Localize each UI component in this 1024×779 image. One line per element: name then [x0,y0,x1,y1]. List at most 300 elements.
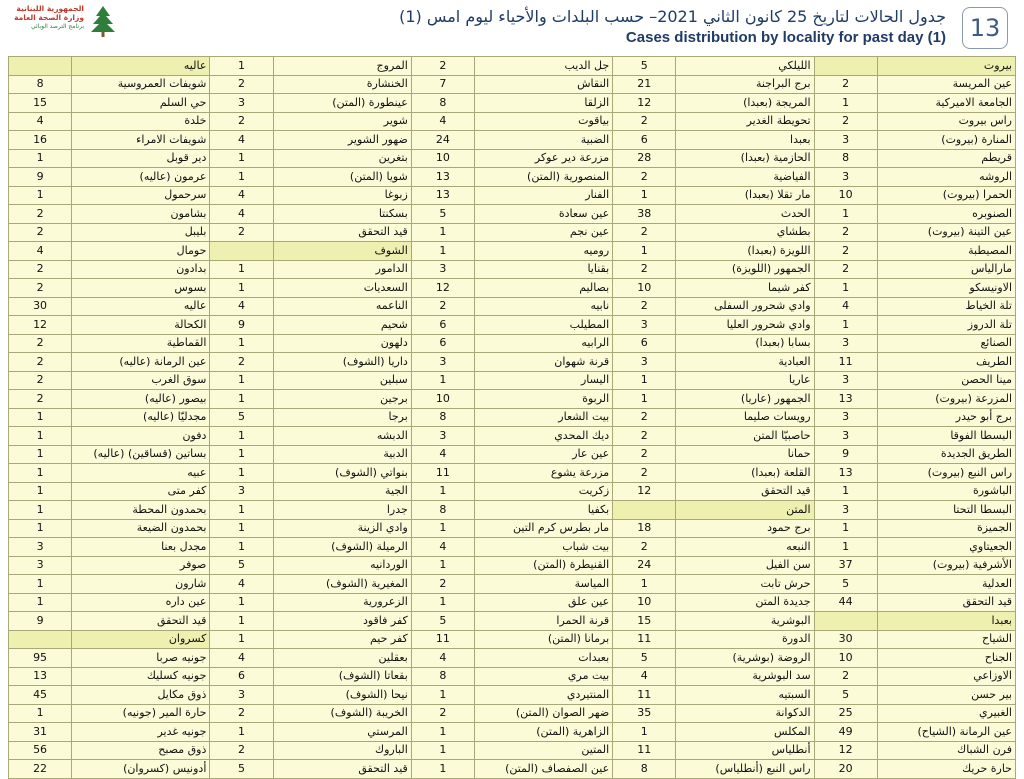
case-count-cell: 1 [411,593,474,612]
locality-name-cell: ديك المحدي [474,427,612,446]
locality-name-cell: الغبيري [877,704,1015,723]
locality-name-cell: بعبدات [474,649,612,668]
case-count-cell: 3 [814,408,877,427]
case-count-cell: 10 [411,149,474,168]
region-header-cell: الشوف [273,242,411,261]
locality-name-cell: حي السلم [72,94,210,113]
case-count-cell: 11 [613,630,676,649]
case-count-cell: 12 [814,741,877,760]
locality-name-cell: شويا (المتن) [273,168,411,187]
locality-name-cell: الحدث [676,205,814,224]
case-count-cell: 3 [210,482,273,501]
locality-name-cell: الاوزاعي [877,667,1015,686]
case-count-cell: 1 [210,445,273,464]
case-count-cell: 1 [411,686,474,705]
table-row [9,427,1016,446]
case-count-cell: 1 [411,519,474,538]
locality-name-cell: بيت الشعار [474,408,612,427]
region-header-cell: عاليه [72,57,210,76]
case-count-cell: 5 [613,57,676,76]
locality-name-cell: بسابا (بعبدا) [676,334,814,353]
locality-name-cell: المريجة (بعبدا) [676,94,814,113]
locality-name-cell: ضهر الصوان (المتن) [474,704,612,723]
locality-name-cell: الوردانيه [273,556,411,575]
table-row [9,538,1016,557]
locality-name-cell: الزاهرية (المتن) [474,723,612,742]
locality-name-cell: اليسار [474,371,612,390]
locality-name-cell: برجين [273,390,411,409]
case-count-cell: 6 [411,316,474,335]
locality-name-cell: الحازمية (بعبدا) [676,149,814,168]
locality-name-cell: بطشاي [676,223,814,242]
locality-name-cell: الجمهور (اللويزة) [676,260,814,279]
locality-name-cell: بكفيا [474,501,612,520]
locality-name-cell: القماطية [72,334,210,353]
locality-name-cell: المغيرية (الشوف) [273,575,411,594]
table-row [9,57,1016,76]
locality-name-cell: وادي شحرور السفلى [676,297,814,316]
case-count-cell: 1 [814,94,877,113]
case-count-cell: 4 [411,445,474,464]
locality-name-cell: جديدة المتن [676,593,814,612]
case-count-cell: 1 [210,279,273,298]
case-count-cell: 12 [613,94,676,113]
locality-name-cell: قرنة شهوان [474,353,612,372]
locality-name-cell: القلعة (بعبدا) [676,464,814,483]
locality-name-cell: دلهون [273,334,411,353]
case-count-cell: 2 [613,112,676,131]
case-count-cell: 2 [411,297,474,316]
table-row [9,297,1016,316]
case-count-cell: 38 [613,205,676,224]
case-count-cell: 2 [9,353,72,372]
case-count-cell: 13 [411,168,474,187]
locality-name-cell: نابيه [474,297,612,316]
case-count-cell: 1 [9,445,72,464]
locality-name-cell: وادي الزينة [273,519,411,538]
case-count-cell: 1 [411,741,474,760]
locality-name-cell: الحمرا (بيروت) [877,186,1015,205]
locality-name-cell: المزرعة (بيروت) [877,390,1015,409]
case-count-cell: 44 [814,593,877,612]
locality-name-cell: عين الصفصاف (المتن) [474,760,612,779]
case-count-cell: 1 [210,593,273,612]
case-count-cell: 3 [814,427,877,446]
locality-name-cell: فرن الشباك [877,741,1015,760]
locality-name-cell: مجدل بعنا [72,538,210,557]
case-count-cell: 4 [210,205,273,224]
case-count-cell: 4 [411,112,474,131]
locality-name-cell: الصنائع [877,334,1015,353]
case-count-cell [210,242,273,261]
locality-name-cell: جل الديب [474,57,612,76]
locality-name-cell: الطريف [877,353,1015,372]
case-count-cell: 1 [613,575,676,594]
locality-name-cell: الدبية [273,445,411,464]
case-count-cell: 4 [411,538,474,557]
case-count-cell: 13 [9,667,72,686]
locality-name-cell: جدرا [273,501,411,520]
locality-name-cell: صوفر [72,556,210,575]
case-count-cell: 1 [9,501,72,520]
case-count-cell: 2 [411,57,474,76]
locality-name-cell: مجدليّا (عاليه) [72,408,210,427]
case-count-cell: 15 [613,612,676,631]
locality-name-cell: داريا (الشوف) [273,353,411,372]
case-count-cell: 1 [613,371,676,390]
locality-name-cell: الرابيه [474,334,612,353]
locality-name-cell: بسكنتا [273,205,411,224]
locality-name-cell: سوق الغرب [72,371,210,390]
case-count-cell [9,630,72,649]
locality-name-cell: جونيه كسليك [72,667,210,686]
case-count-cell: 1 [613,390,676,409]
table-row [9,186,1016,205]
case-count-cell: 1 [210,427,273,446]
case-count-cell: 2 [613,538,676,557]
locality-name-cell: المنتيردي [474,686,612,705]
locality-name-cell: البسطا الفوقا [877,427,1015,446]
case-count-cell: 10 [411,390,474,409]
case-count-cell: 2 [210,704,273,723]
locality-name-cell: الطريق الجديدة [877,445,1015,464]
logo-line-2: وزارة الصحة العامة [14,13,84,22]
locality-name-cell: برجا [273,408,411,427]
locality-name-cell: بيت شباب [474,538,612,557]
case-count-cell: 22 [9,760,72,779]
locality-name-cell: عين نجم [474,223,612,242]
locality-name-cell: سرحمول [72,186,210,205]
locality-name-cell: بحمدون الضيعة [72,519,210,538]
case-count-cell: 2 [210,741,273,760]
locality-name-cell: العدلية [877,575,1015,594]
case-count-cell: 21 [613,75,676,94]
table-row [9,260,1016,279]
locality-name-cell: شويفات الامراء [72,131,210,150]
locality-name-cell: بشامون [72,205,210,224]
locality-name-cell: عين الرمانة (الشياح) [877,723,1015,742]
case-count-cell: 24 [411,131,474,150]
case-count-cell: 11 [613,686,676,705]
locality-name-cell: النقاش [474,75,612,94]
case-count-cell: 2 [9,223,72,242]
case-count-cell: 11 [613,741,676,760]
case-count-cell: 1 [210,371,273,390]
locality-name-cell: زكريت [474,482,612,501]
locality-name-cell: البوشرية [676,612,814,631]
locality-name-cell: بقعاتا (الشوف) [273,667,411,686]
region-header-cell: بعبدا [877,612,1015,631]
locality-name-cell: راس النبع (أنطلياس) [676,760,814,779]
locality-name-cell: السعديات [273,279,411,298]
case-count-cell: 2 [613,427,676,446]
locality-name-cell: بساتين (قساقين) (عاليه) [72,445,210,464]
locality-name-cell: المطيلب [474,316,612,335]
locality-name-cell: ذوق مصبح [72,741,210,760]
table-row [9,686,1016,705]
locality-name-cell: بير حسن [877,686,1015,705]
case-count-cell: 3 [411,260,474,279]
locality-name-cell: راس النبع (بيروت) [877,464,1015,483]
locality-name-cell: المرستي [273,723,411,742]
case-count-cell: 2 [814,223,877,242]
locality-name-cell: الجعيتاوي [877,538,1015,557]
locality-name-cell: برج أبو حيدر [877,408,1015,427]
locality-name-cell: حمانا [676,445,814,464]
case-count-cell: 1 [210,334,273,353]
case-count-cell: 5 [411,205,474,224]
locality-name-cell: القنيطرة (المتن) [474,556,612,575]
case-count-cell: 1 [210,464,273,483]
case-count-cell: 2 [814,242,877,261]
case-count-cell: 35 [613,704,676,723]
locality-name-cell: عاريا [676,371,814,390]
locality-name-cell: الفياضية [676,168,814,187]
locality-name-cell: الصنوبره [877,205,1015,224]
case-count-cell: 4 [613,667,676,686]
title-arabic: جدول الحالات لتاريخ 25 كانون الثاني 2021– حسب البلدات والأحياء ليوم امس (1) [399,7,946,26]
locality-name-cell: خلدة [72,112,210,131]
case-count-cell: 1 [210,57,273,76]
case-count-cell: 13 [411,186,474,205]
case-count-cell: 3 [9,556,72,575]
table-row [9,501,1016,520]
locality-name-cell: شارون [72,575,210,594]
locality-name-cell: بحمدون المحطة [72,501,210,520]
case-count-cell: 20 [814,760,877,779]
case-count-cell: 3 [613,316,676,335]
cedar-icon [88,4,118,38]
locality-name-cell: عبيه [72,464,210,483]
case-count-cell: 1 [210,168,273,187]
locality-name-cell: الكحالة [72,316,210,335]
case-count-cell: 2 [210,223,273,242]
case-count-cell: 2 [613,168,676,187]
locality-name-cell: مزرعة يشوع [474,464,612,483]
locality-name-cell: جونيه صربا [72,649,210,668]
case-count-cell: 45 [9,686,72,705]
case-count-cell: 11 [814,353,877,372]
case-count-cell: 4 [210,297,273,316]
case-count-cell: 5 [210,408,273,427]
case-count-cell: 9 [9,612,72,631]
title-english: Cases distribution by locality for past day (1) [625,29,946,46]
locality-name-cell: النبعه [676,538,814,557]
case-count-cell: 3 [814,168,877,187]
case-count-cell: 6 [613,334,676,353]
region-header-cell: كسروان [72,630,210,649]
case-count-cell: 1 [613,186,676,205]
table-row [9,408,1016,427]
table-row [9,630,1016,649]
locality-name-cell: الشياح [877,630,1015,649]
locality-name-cell: قرنة الحمرا [474,612,612,631]
locality-name-cell: الدورة [676,630,814,649]
locality-name-cell: نيحا (الشوف) [273,686,411,705]
locality-name-cell: الزلقا [474,94,612,113]
case-count-cell: 31 [9,723,72,742]
case-count-cell: 5 [210,760,273,779]
case-count-cell: 1 [9,408,72,427]
logo-text [8,4,84,31]
locality-name-cell: قيد التحقق [273,760,411,779]
locality-name-cell: الجناح [877,649,1015,668]
table-row [9,242,1016,261]
table-row [9,593,1016,612]
case-count-cell: 11 [411,630,474,649]
locality-name-cell: تحويطة الغدير [676,112,814,131]
case-count-cell: 1 [411,723,474,742]
case-count-cell: 5 [613,649,676,668]
case-count-cell: 37 [814,556,877,575]
locality-name-cell: ضهور الشوير [273,131,411,150]
locality-name-cell: كفر شيما [676,279,814,298]
locality-name-cell: بدادون [72,260,210,279]
case-count-cell: 2 [613,223,676,242]
locality-name-cell: تلة الخياط [877,297,1015,316]
case-count-cell: 4 [9,112,72,131]
locality-name-cell: برمانا (المتن) [474,630,612,649]
case-count-cell: 1 [613,723,676,742]
locality-name-cell: السبتيه [676,686,814,705]
case-count-cell: 1 [411,760,474,779]
case-count-cell: 2 [411,575,474,594]
case-count-cell: 1 [9,149,72,168]
locality-name-cell: بياقوت [474,112,612,131]
table-row [9,667,1016,686]
locality-name-cell: الضبية [474,131,612,150]
logo-line-1: الجمهورية اللبنانية [16,4,84,13]
case-count-cell: 10 [814,649,877,668]
case-count-cell: 1 [411,482,474,501]
case-count-cell: 1 [814,482,877,501]
table-row [9,223,1016,242]
case-count-cell: 95 [9,649,72,668]
case-count-cell [814,57,877,76]
locality-name-cell: المنارة (بيروت) [877,131,1015,150]
locality-name-cell: عاليه [72,297,210,316]
case-count-cell: 4 [210,131,273,150]
case-count-cell: 2 [613,464,676,483]
table-row [9,519,1016,538]
table-row [9,612,1016,631]
case-count-cell: 2 [210,112,273,131]
locality-name-cell: قيد التحقق [72,612,210,631]
locality-name-cell: راس بيروت [877,112,1015,131]
locality-name-cell: برج حمود [676,519,814,538]
locality-name-cell: المروج [273,57,411,76]
table-row [9,556,1016,575]
case-count-cell: 4 [9,242,72,261]
case-count-cell: 8 [411,408,474,427]
table-row [9,131,1016,150]
locality-name-cell: مار تقلا (بعبدا) [676,186,814,205]
locality-name-cell: سن الفيل [676,556,814,575]
case-count-cell: 2 [9,371,72,390]
case-count-cell: 1 [814,205,877,224]
case-count-cell: 8 [613,760,676,779]
case-count-cell: 3 [210,686,273,705]
case-count-cell: 2 [9,334,72,353]
locality-name-cell: الربوة [474,390,612,409]
case-count-cell: 6 [613,131,676,150]
case-count-cell: 1 [9,704,72,723]
case-count-cell: 11 [411,464,474,483]
case-count-cell: 1 [210,538,273,557]
case-count-cell: 2 [9,390,72,409]
case-count-cell: 13 [814,390,877,409]
case-count-cell: 28 [613,149,676,168]
locality-name-cell: مينا الحصن [877,371,1015,390]
case-count-cell: 10 [613,279,676,298]
case-count-cell: 3 [814,131,877,150]
table-row [9,353,1016,372]
case-count-cell: 2 [9,279,72,298]
locality-name-cell: الرميلة (الشوف) [273,538,411,557]
locality-name-cell: الجميزة [877,519,1015,538]
locality-name-cell: الروضة (بوشرية) [676,649,814,668]
case-count-cell: 49 [814,723,877,742]
case-count-cell: 1 [210,723,273,742]
locality-name-cell: بنواتي (الشوف) [273,464,411,483]
logo-line-3: برنامج الترصد الوبائي [30,23,84,30]
locality-name-cell: جونيه غدير [72,723,210,742]
locality-name-cell: كفر فاقود [273,612,411,631]
locality-name-cell: حرش تابت [676,575,814,594]
locality-name-cell: بتغرين [273,149,411,168]
locality-name-cell: العبادية [676,353,814,372]
table-row [9,75,1016,94]
table-row [9,334,1016,353]
case-count-cell: 9 [814,445,877,464]
locality-name-cell: ذوق مكايل [72,686,210,705]
case-count-cell: 3 [411,427,474,446]
case-count-cell: 12 [613,482,676,501]
case-count-cell: 25 [814,704,877,723]
locality-name-cell: زبوغا [273,186,411,205]
locality-name-cell: مزرعة دير عوكر [474,149,612,168]
locality-name-cell: أدونيس (كسروان) [72,760,210,779]
locality-name-cell: المنصورية (المتن) [474,168,612,187]
locality-name-cell: الأشرفية (بيروت) [877,556,1015,575]
case-count-cell: 3 [613,353,676,372]
region-header-cell: المتن [676,501,814,520]
case-count-cell [9,57,72,76]
case-count-cell: 9 [9,168,72,187]
locality-name-cell: قريطم [877,149,1015,168]
case-count-cell: 1 [9,575,72,594]
case-count-cell: 30 [9,297,72,316]
case-count-cell: 1 [411,371,474,390]
case-count-cell: 1 [411,223,474,242]
locality-name-cell: كفر حيم [273,630,411,649]
case-count-cell: 2 [814,667,877,686]
case-count-cell: 1 [814,279,877,298]
locality-name-cell: مار بطرس كرم التين [474,519,612,538]
table-row [9,112,1016,131]
case-count-cell: 1 [613,242,676,261]
locality-name-cell: بسوس [72,279,210,298]
case-count-cell: 5 [814,686,877,705]
locality-name-cell: حومال [72,242,210,261]
case-count-cell: 3 [814,334,877,353]
case-count-cell: 16 [9,131,72,150]
case-count-cell: 2 [9,205,72,224]
case-count-cell: 30 [814,630,877,649]
locality-name-cell: مارالياس [877,260,1015,279]
case-count-cell: 2 [613,445,676,464]
region-header-cell: بيروت [877,57,1015,76]
